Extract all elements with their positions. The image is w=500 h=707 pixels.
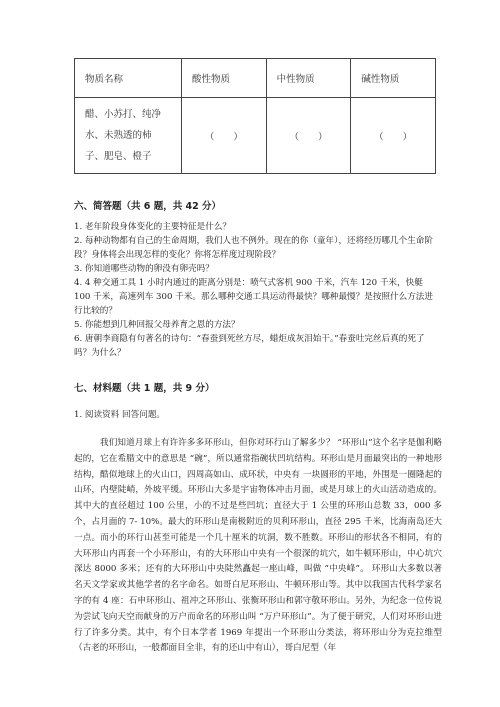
question-4: 4. 4 种交通工具 1 小时内通过的距离分别是：喷气式客机 900 千米，汽车 120 千米，快艇 100 千米，高速列车 300 千米。那么哪种交通工具运动得最快？哪种最慢？是按照什么方法进行比较的？: [74, 278, 433, 316]
question-2: 2. 每种动物都有自己的生命周期，我们人也不例外。现在的你（童年），还将经历哪几个生命阶段？身体将会出现怎样的变化？你将怎样度过现阶段？: [74, 236, 433, 260]
question-1: 1. 老年阶段身体变化的主要特征是什么？: [74, 222, 232, 232]
table-header-row: [75, 59, 436, 98]
header-acidic: 酸性物质: [182, 59, 267, 98]
reading-passage: 我们知道月球上有许许多多环形山，但你对环行山了解多少？ “环形山”这个名字是伽利略起的，它在希腊文中的意思是 “碗”，所以通常指碗状凹坑结构。环形山是月面最突出的一种地形结构，酷似地球上的火山口，四周高如山、成环状，中央有 一块圆形的平地，外围是一圈隆起的山环，内壁陡峭，外坡平缓。环形山大多是宇宙物体冲击月面，或是月球上的火山活动造成的。其中大的直径超过 100 公里，小的不过是些凹坑；直径大于 1 公里的环形山总数 33，000 多个，占月面的 7- 10%。最大的环形山是南极附近的贝利环形山，直径 295 千米，比海南岛还大一点。而小的环行山甚至可能是一个几十厘米的坑洞，数不胜数。环形山的形状各不相同，有的大环形山内再套一个小环形山，有的大环形山中央有一个很深的坑穴，如牛顿环形山，中心坑穴深达 8000 多米；还有的大环形山中央陡然矗起一座山峰，叫做 “中央峰”。 环形山大多数以著名天文学家或其他学者的名字命名。如哥白尼环形山、牛顿环形山等。其中以我国古代科学家名字的有 4 座：石申环形山、祖冲之环形山、张衡环形山和郭守敬环形山。另外，为纪念一位传说为尝试飞向天空而献身的万户而命名的环形山叫 “万户环形山”。为了便于研究，人们对环形山进行了许多分类。其中，有个日本学者 1969 年提出一个环形山分类法，将环形山分为克拉维型（古老的环形山，一般都面目全非，有的还山中有山），哥白尼型（年: [74, 438, 442, 654]
substance-line-2: 水、未熟透的柿: [85, 130, 152, 141]
section-7-title: 七、材料题（共 1 题，共 9 分）: [74, 383, 215, 394]
substance-line-3: 子、肥皂、橙子: [85, 151, 152, 162]
question-3: 3. 你知道哪些动物的卵没有卵壳吗？: [74, 264, 214, 274]
table-row: [75, 98, 436, 174]
section-6-title: 六、简答题（共 6 题，共 42 分）: [74, 201, 222, 212]
question-6: 6. 唐朝李商隐有句著名的诗句：“春蚕到死丝方尽，蜡炬成灰泪始干。”春蚕吐完丝后真的死了吗？为什么？: [74, 334, 425, 358]
reading-instruction: 1. 阅读资料 回答问题。: [74, 410, 166, 420]
substance-list-cell: [75, 98, 182, 174]
substance-classification-table: [74, 58, 436, 174]
header-neutral: 中性物质: [266, 59, 351, 98]
neutral-answer-blank[interactable]: （ ）: [266, 98, 351, 174]
alkaline-answer-blank[interactable]: （ ）: [351, 98, 436, 174]
acidic-answer-blank[interactable]: （ ）: [182, 98, 267, 174]
substance-line-1: 醋、小苏打、纯净: [85, 109, 162, 120]
header-alkaline: 碱性物质: [351, 59, 436, 98]
header-substance-name: 物质名称: [75, 59, 182, 98]
question-5: 5. 你能想到几种回报父母养育之恩的方法？: [74, 320, 240, 330]
